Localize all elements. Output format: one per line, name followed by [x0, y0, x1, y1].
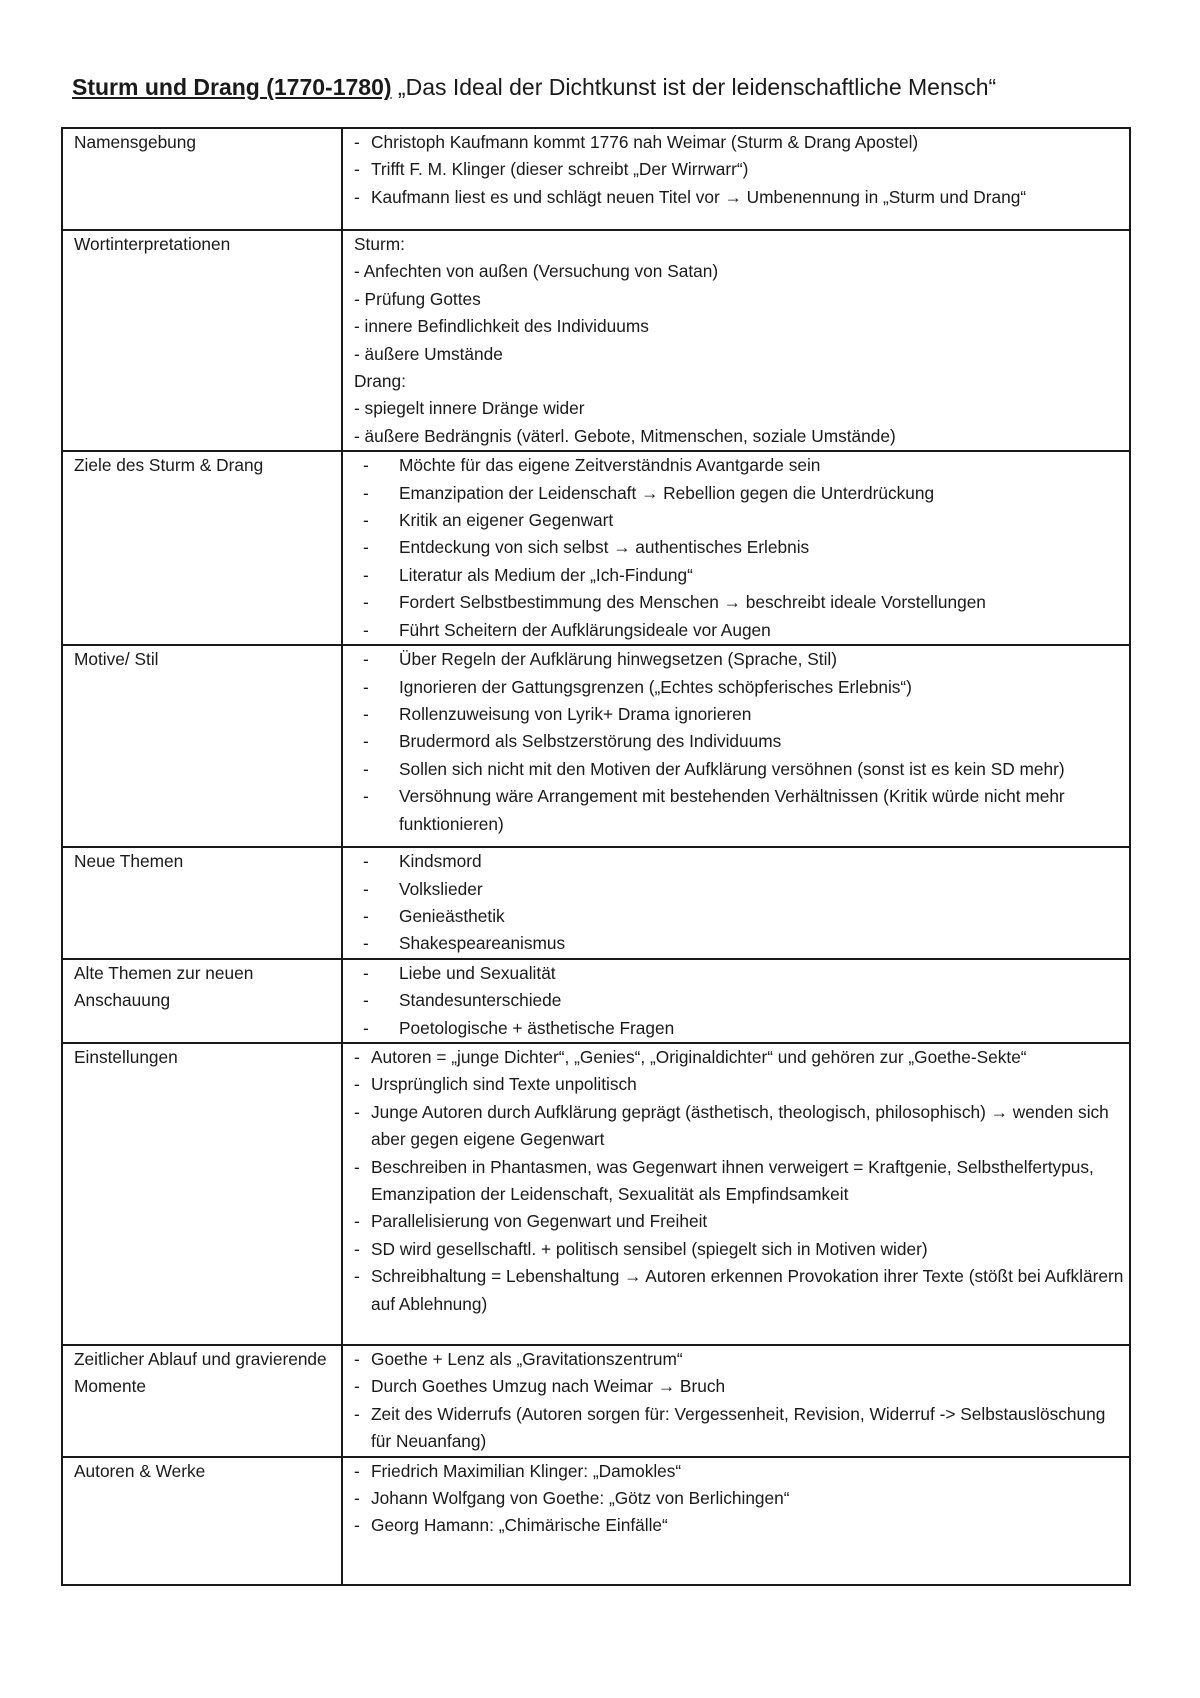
- table-row: [62, 230, 1130, 451]
- dash-bullet: -: [363, 990, 369, 1011]
- list-item: [354, 1485, 1129, 1512]
- dash-bullet: -: [363, 933, 369, 954]
- item-text: Möchte für das eigene Zeitverständnis Avantgarde sein: [399, 455, 821, 476]
- list-item: [354, 129, 1129, 156]
- list-item: [354, 930, 1129, 957]
- dash-bullet: -: [354, 1211, 360, 1232]
- dash-bullet: -: [363, 905, 369, 926]
- dash-bullet: -: [363, 731, 369, 752]
- dash-bullet: -: [354, 1046, 360, 1067]
- dash-bullet: -: [363, 962, 369, 983]
- item-text: Poetologische + ästhetische Fragen: [399, 1017, 675, 1038]
- list-item: [354, 1044, 1129, 1071]
- row-content: [342, 128, 1130, 230]
- item-text: Emanzipation der Leidenschaft → Rebellion gegen die Unterdrückung: [399, 482, 935, 503]
- dash-bullet: -: [354, 1101, 360, 1122]
- item-text: Parallelisierung von Gegenwart und Freiheit: [371, 1211, 708, 1232]
- item-text: Autoren = „junge Dichter“, „Genies“, „Originaldichter“ und gehören zur „Goethe-Sekte“: [371, 1046, 1027, 1067]
- item-text: Shakespeareanismus: [399, 933, 566, 954]
- item-text: Trifft F. M. Klinger (dieser schreibt „Der Wirrwarr“): [371, 159, 749, 180]
- list-item: [354, 903, 1129, 930]
- dash-bullet: -: [363, 786, 369, 807]
- row-label: Autoren & Werke: [62, 1457, 342, 1585]
- dash-bullet: -: [354, 1266, 360, 1287]
- item-text: Liebe und Sexualität: [399, 962, 556, 983]
- item-text: Beschreiben in Phantasmen, was Gegenwart ihnen verweigert = Kraftgenie, Selbsthelfertypus, Emanzipation der Leidenschaft, Sexualität als Empfindsamkeit: [371, 1156, 1094, 1204]
- item-text: Durch Goethes Umzug nach Weimar → Bruch: [371, 1376, 726, 1397]
- item-text: Goethe + Lenz als „Gravitationszentrum“: [371, 1348, 683, 1369]
- dash-bullet: -: [354, 186, 360, 207]
- item-text: Literatur als Medium der „Ich-Findung“: [399, 564, 693, 585]
- dash-bullet: -: [363, 510, 369, 531]
- item-text: Fordert Selbstbestimmung des Menschen → beschreibt ideale Vorstellungen: [399, 592, 986, 613]
- list-item: [354, 1015, 1129, 1042]
- row-label: Namensgebung: [62, 128, 342, 230]
- item-text: Führt Scheitern der Aufklärungsideale vor Augen: [399, 619, 771, 640]
- item-text: Christoph Kaufmann kommt 1776 nah Weimar (Sturm & Drang Apostel): [371, 132, 919, 152]
- page-title: [72, 74, 996, 101]
- dash-bullet: -: [363, 878, 369, 899]
- list-item: [354, 960, 1129, 987]
- dash-bullet: -: [363, 482, 369, 503]
- list-item: [354, 1346, 1129, 1373]
- item-text: Brudermord als Selbstzerstörung des Individuums: [399, 731, 782, 752]
- list-item: [354, 1401, 1129, 1456]
- table-row: [62, 451, 1130, 645]
- list-item: [354, 1263, 1129, 1318]
- table-row: [62, 1457, 1130, 1585]
- list-item: [354, 646, 1129, 673]
- table-row: [62, 128, 1130, 230]
- row-content: [342, 230, 1130, 451]
- dash-bullet: -: [354, 1460, 360, 1481]
- list-item: [354, 1071, 1129, 1098]
- dash-bullet: -: [354, 1515, 360, 1536]
- title-quote: „Das Ideal der Dichtkunst ist der leidenschaftliche Mensch“: [397, 74, 997, 100]
- dash-bullet: -: [354, 1156, 360, 1177]
- title-underlined: Sturm und Drang (1770-1780): [72, 74, 392, 100]
- item-text: Georg Hamann: „Chimärische Einfälle“: [371, 1515, 668, 1536]
- list-item: [354, 617, 1129, 644]
- item-text: Über Regeln der Aufklärung hinwegsetzen (Sprache, Stil): [399, 649, 838, 670]
- item-text: Versöhnung wäre Arrangement mit bestehenden Verhältnissen (Kritik würde nicht mehr funktionieren): [399, 786, 1065, 834]
- list-item: Sturm:: [354, 234, 405, 254]
- dash-bullet: -: [354, 159, 360, 180]
- dash-bullet: -: [363, 537, 369, 558]
- item-text: Junge Autoren durch Aufklärung geprägt (ästhetisch, theologisch, philosophisch) → wenden sich aber gegen eigene Gegenwart: [371, 1101, 1109, 1150]
- item-text: Zeit des Widerrufs (Autoren sorgen für: Vergessenheit, Revision, Widerruf -> Selbstauslöschung für Neuanfang): [371, 1403, 1106, 1452]
- item-text: SD wird gesellschaftl. + politisch sensibel (spiegelt sich in Motiven wider): [371, 1238, 928, 1259]
- row-content: [342, 847, 1130, 959]
- list-item: [354, 1373, 1129, 1400]
- list-item: [354, 674, 1129, 701]
- list-item: [354, 1458, 1129, 1485]
- table-row: [62, 645, 1130, 847]
- dash-bullet: -: [354, 1487, 360, 1508]
- dash-bullet: -: [363, 676, 369, 697]
- row-label: Ziele des Sturm & Drang: [62, 451, 342, 645]
- item-text: Volkslieder: [399, 878, 483, 899]
- row-label: Motive/ Stil: [62, 645, 342, 847]
- list-item: - Anfechten von außen (Versuchung von Satan): [354, 261, 719, 282]
- item-text: Ursprünglich sind Texte unpolitisch: [371, 1074, 637, 1095]
- item-text: Sollen sich nicht mit den Motiven der Aufklärung versöhnen (sonst ist es kein SD mehr): [399, 758, 1065, 779]
- row-label: Zeitlicher Ablauf und gravierende Momente: [62, 1345, 342, 1457]
- list-item: [354, 848, 1129, 875]
- list-item: [354, 1208, 1129, 1235]
- dash-bullet: -: [363, 649, 369, 670]
- dash-bullet: -: [354, 1074, 360, 1095]
- list-item: - äußere Umstände: [354, 343, 503, 364]
- row-content: [342, 1043, 1130, 1345]
- list-item: [354, 589, 1129, 616]
- dash-bullet: -: [363, 851, 369, 872]
- list-item: [354, 480, 1129, 507]
- list-item: [354, 756, 1129, 783]
- item-text: Kaufmann liest es und schlägt neuen Titel vor → Umbenennung in „Sturm und Drang“: [371, 186, 1027, 207]
- dash-bullet: -: [354, 1348, 360, 1369]
- dash-bullet: -: [363, 1017, 369, 1038]
- table-row: [62, 1345, 1130, 1457]
- list-item: [354, 728, 1129, 755]
- row-content: [342, 1457, 1130, 1585]
- list-item: - äußere Bedrängnis (väterl. Gebote, Mitmenschen, soziale Umstände): [354, 425, 896, 446]
- dash-bullet: -: [363, 703, 369, 724]
- table-row: [62, 959, 1130, 1043]
- item-text: Kritik an eigener Gegenwart: [399, 510, 614, 531]
- row-label: Wortinterpretationen: [62, 230, 342, 451]
- list-item: [354, 1099, 1129, 1154]
- row-content: [342, 959, 1130, 1043]
- dash-bullet: -: [363, 592, 369, 613]
- dash-bullet: -: [354, 1403, 360, 1424]
- list-item: [354, 507, 1129, 534]
- item-text: Ignorieren der Gattungsgrenzen („Echtes schöpferisches Erlebnis“): [399, 676, 912, 697]
- row-content: [342, 645, 1130, 847]
- row-label: Einstellungen: [62, 1043, 342, 1345]
- item-text: Entdeckung von sich selbst → authentisches Erlebnis: [399, 537, 810, 558]
- row-label: Alte Themen zur neuen Anschauung: [62, 959, 342, 1043]
- list-item: [354, 783, 1129, 838]
- row-content: [342, 451, 1130, 645]
- list-item: [354, 534, 1129, 561]
- dash-bullet: -: [363, 758, 369, 779]
- dash-bullet: -: [363, 619, 369, 640]
- row-label: Neue Themen: [62, 847, 342, 959]
- dash-bullet: -: [354, 132, 360, 152]
- list-item: - innere Befindlichkeit des Individuums: [354, 316, 649, 337]
- table-row: [62, 1043, 1130, 1345]
- list-item: [354, 184, 1129, 211]
- list-item: [354, 1236, 1129, 1263]
- list-item: Drang:: [354, 371, 406, 392]
- summary-table: [61, 127, 1131, 1586]
- item-text: Kindsmord: [399, 851, 482, 872]
- item-text: Genieästhetik: [399, 905, 505, 926]
- list-item: [354, 701, 1129, 728]
- list-item: [354, 876, 1129, 903]
- list-item: [354, 987, 1129, 1014]
- item-text: Rollenzuweisung von Lyrik+ Drama ignorieren: [399, 703, 752, 724]
- list-item: [354, 156, 1129, 183]
- row-content: [342, 1345, 1130, 1457]
- dash-bullet: -: [354, 1238, 360, 1259]
- item-text: Schreibhaltung = Lebenshaltung → Autoren erkennen Provokation ihrer Texte (stößt bei Aufklärern auf Ablehnung): [371, 1266, 1124, 1314]
- list-item: - spiegelt innere Dränge wider: [354, 398, 585, 419]
- list-item: [354, 562, 1129, 589]
- list-item: [354, 452, 1129, 479]
- item-text: Friedrich Maximilian Klinger: „Damokles“: [371, 1460, 682, 1481]
- item-text: Johann Wolfgang von Goethe: „Götz von Berlichingen“: [371, 1487, 790, 1508]
- dash-bullet: -: [363, 564, 369, 585]
- dash-bullet: -: [363, 455, 369, 476]
- table-row: [62, 847, 1130, 959]
- list-item: [354, 1154, 1129, 1209]
- list-item: [354, 1512, 1129, 1539]
- dash-bullet: -: [354, 1376, 360, 1397]
- list-item: - Prüfung Gottes: [354, 288, 481, 309]
- item-text: Standesunterschiede: [399, 990, 562, 1011]
